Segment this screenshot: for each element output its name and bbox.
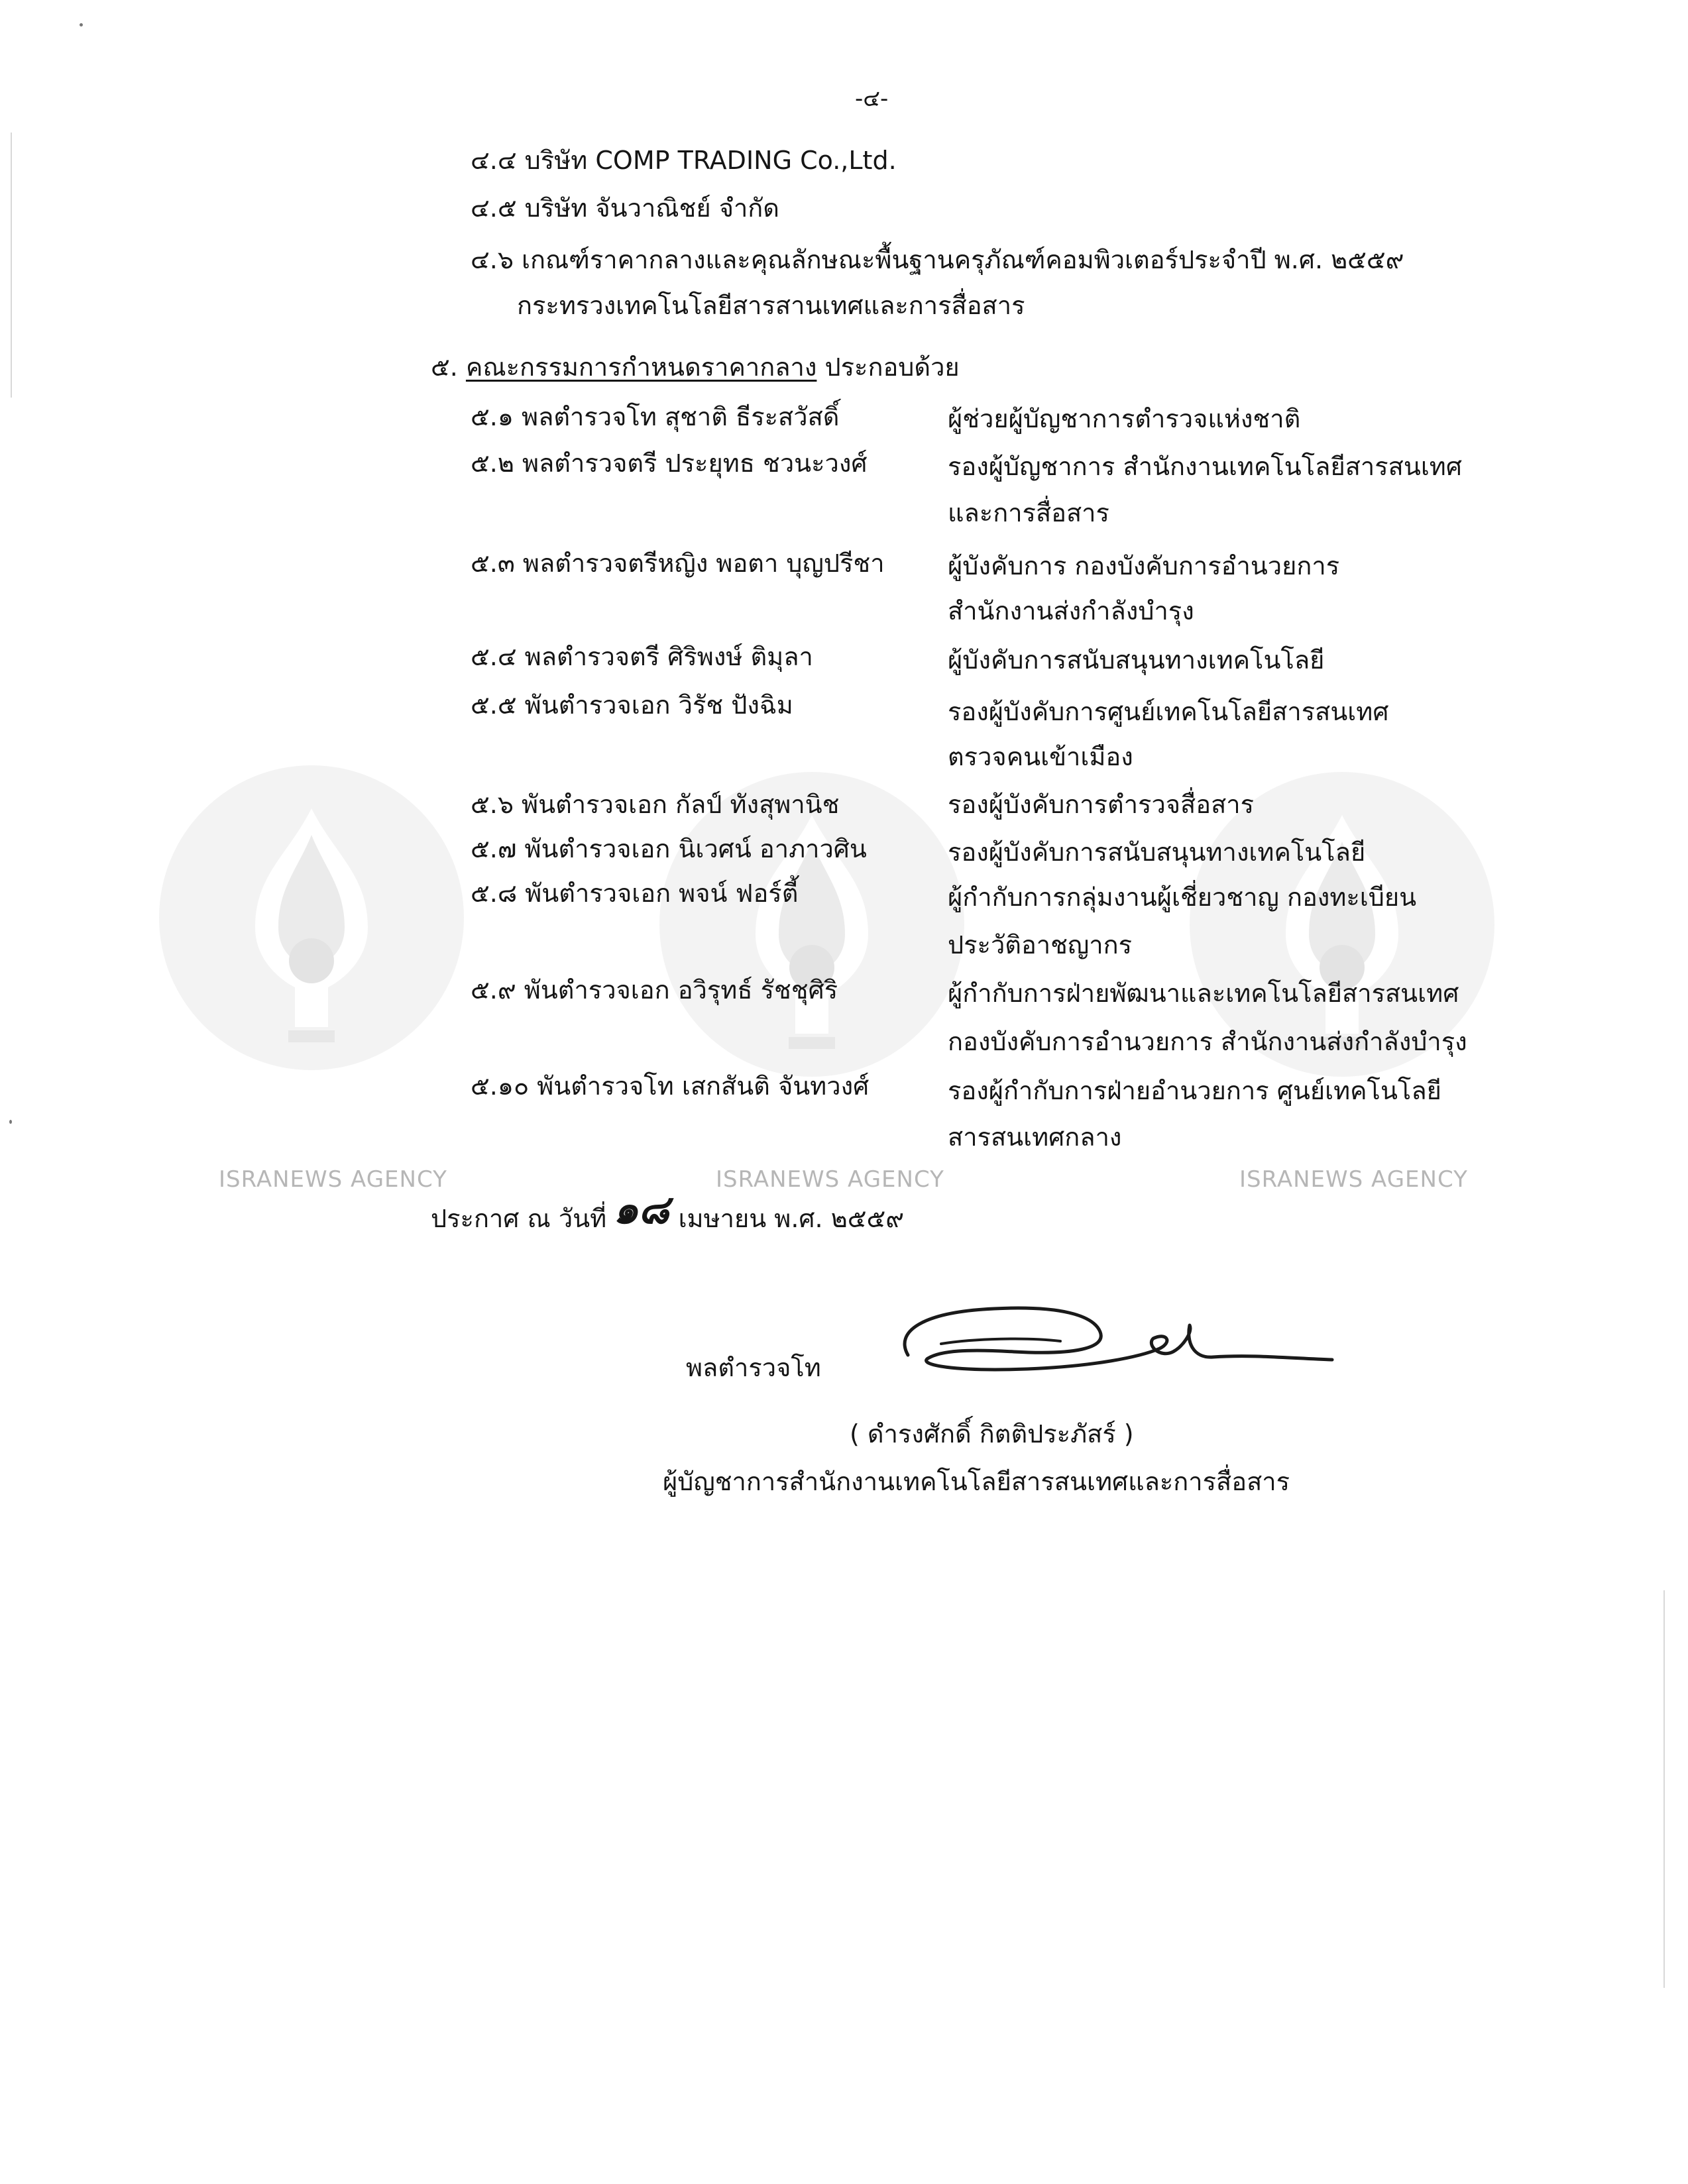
member-position: รองผู้บัญชาการ สำนักงานเทคโนโลยีสารสนเทศ <box>948 452 1462 481</box>
member-name: ๕.๓ พลตำรวจตรีหญิง พอตา บุญปรีชา <box>471 549 885 578</box>
member-position-cont: ตรวจคนเข้าเมือง <box>948 742 1133 771</box>
announcement-date <box>431 1187 905 1234</box>
member-position: ผู้บังคับการสนับสนุนทางเทคโนโลยี <box>948 645 1325 675</box>
member-name: ๕.๕ พันตำรวจเอก วิรัช ปังฉิม <box>471 690 793 720</box>
member-position: รองผู้บังคับการศูนย์เทคโนโลยีสารสนเทศ <box>948 697 1389 726</box>
scan-margin-line <box>1663 1590 1665 1988</box>
signatory-title: ผู้บัญชาการสำนักงานเทคโนโลยีสารสนเทศและการสื่อสาร <box>663 1467 1290 1496</box>
member-name: ๕.๖ พันตำรวจเอก กัลป์ ทังสุพานิช <box>471 790 840 819</box>
watermark-agency-label: ISRANEWS AGENCY <box>219 1166 447 1193</box>
member-position-cont: กองบังคับการอำนวยการ สำนักงานส่งกำลังบำรุง <box>948 1027 1467 1056</box>
scan-margin-line <box>11 133 12 398</box>
announcement-prefix: ประกาศ ณ วันที่ <box>431 1204 607 1233</box>
announcement-day-handwritten: ๑๘ <box>613 1187 669 1233</box>
list-item: ๔.๕ บริษัท จันวาณิชย์ จำกัด <box>471 193 779 223</box>
watermark-agency-label: ISRANEWS AGENCY <box>1239 1166 1468 1193</box>
section-title-suffix: ประกอบด้วย <box>824 353 960 382</box>
list-item-continuation: กระทรวงเทคโนโลยีสารสานเทศและการสื่อสาร <box>517 291 1025 320</box>
signatory-name: ( ดำรงศักดิ์ กิตติประภัสร์ ) <box>850 1419 1134 1448</box>
member-name: ๕.๗ พันตำรวจเอก นิเวศน์ อาภาวศิน <box>471 834 867 863</box>
list-item: ๔.๖ เกณฑ์ราคากลางและคุณลักษณะพื้นฐานครุภัณฑ์คอมพิวเตอร์ประจำปี พ.ศ. ๒๕๕๙ <box>471 245 1404 274</box>
member-position-cont: ประวัติอาชญากร <box>948 930 1133 959</box>
watermark-logo <box>156 762 467 1073</box>
member-name: ๕.๑๐ พันตำรวจโท เสกสันติ จันทวงศ์ <box>471 1071 870 1101</box>
member-name: ๕.๒ พลตำรวจตรี ประยุทธ ชวนะวงศ์ <box>471 449 868 478</box>
page-number: -๔- <box>855 85 889 112</box>
section-heading <box>431 351 960 383</box>
section-number: ๕. <box>431 353 458 382</box>
signatory-rank: พลตำรวจโท <box>686 1353 821 1382</box>
member-position-cont: สำนักงานส่งกำลังบำรุง <box>948 596 1194 626</box>
member-name: ๕.๔ พลตำรวจตรี ศิริพงษ์ ติมุลา <box>471 642 813 671</box>
signature <box>881 1285 1345 1398</box>
member-position: ผู้กำกับการฝ่ายพัฒนาและเทคโนโลยีสารสนเทศ <box>948 979 1459 1008</box>
member-name: ๕.๘ พันตำรวจเอก พจน์ ฟอร์ตี้ <box>471 879 799 908</box>
member-name: ๕.๙ พันตำรวจเอก อวิรุทธ์ รัชชุศิริ <box>471 975 838 1005</box>
list-item: ๔.๔ บริษัท COMP TRADING Co.,Ltd. <box>471 146 897 175</box>
member-position: ผู้ช่วยผู้บัญชาการตำรวจแห่งชาติ <box>948 404 1301 433</box>
scan-speck <box>9 1120 12 1124</box>
member-position: รองผู้บังคับการตำรวจสื่อสาร <box>948 790 1255 819</box>
section-title: คณะกรรมการกำหนดราคากลาง <box>465 353 817 382</box>
member-position-cont: สารสนเทศกลาง <box>948 1122 1122 1152</box>
member-position: รองผู้บังคับการสนับสนุนทางเทคโนโลยี <box>948 838 1366 867</box>
watermark-agency-label: ISRANEWS AGENCY <box>716 1166 944 1193</box>
member-name: ๕.๑ พลตำรวจโท สุชาติ ธีระสวัสดิ์ <box>471 402 840 431</box>
member-position: ผู้กำกับการกลุ่มงานผู้เชี่ยวชาญ กองทะเบียน <box>948 883 1417 912</box>
announcement-suffix: เมษายน พ.ศ. ๒๕๕๙ <box>678 1204 905 1233</box>
scan-speck <box>80 23 83 27</box>
member-position-cont: และการสื่อสาร <box>948 498 1109 527</box>
member-position: ผู้บังคับการ กองบังคับการอำนวยการ <box>948 551 1340 580</box>
member-position: รองผู้กำกับการฝ่ายอำนวยการ ศูนย์เทคโนโลยี <box>948 1076 1441 1105</box>
